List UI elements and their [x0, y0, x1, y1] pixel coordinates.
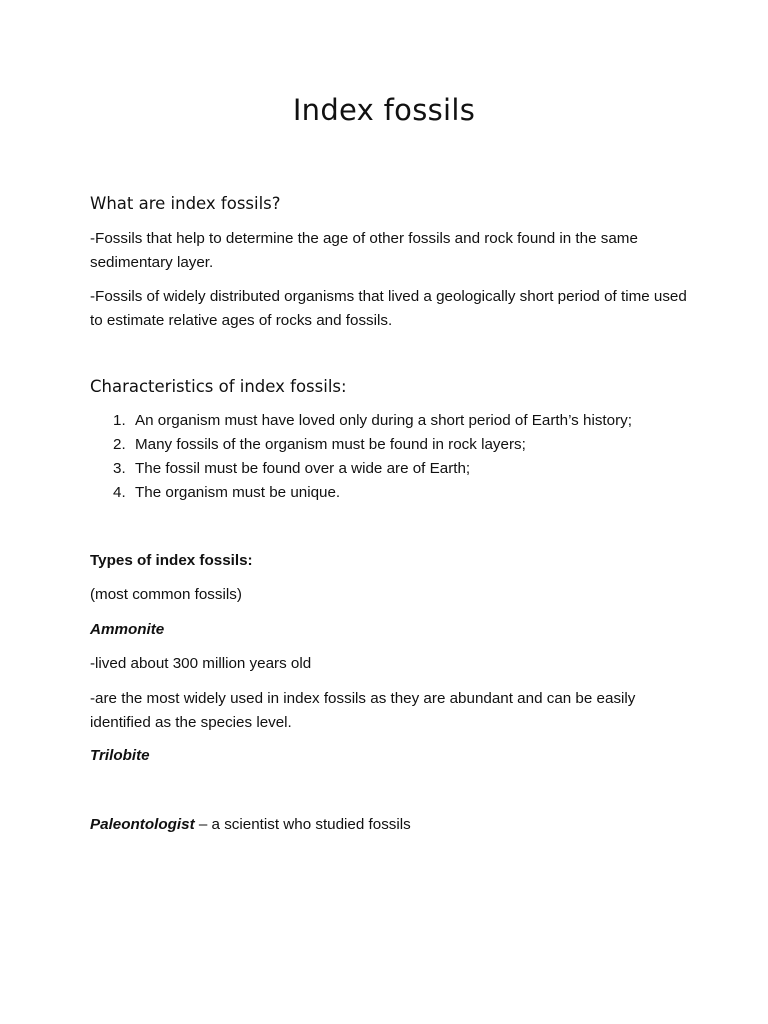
list-item: [90, 409, 632, 433]
fossil-name-trilobite: Trilobite: [90, 747, 150, 764]
list-item: [90, 457, 632, 481]
types-subtitle: (most common fossils): [90, 586, 242, 603]
list-item-number: 1.: [113, 412, 126, 429]
section-heading-types: Types of index fossils:: [90, 552, 253, 569]
list-item-number: 4.: [113, 484, 126, 501]
list-item-text: The fossil must be found over a wide are of Earth;: [135, 460, 471, 477]
list-item-text: Many fossils of the organism must be found in rock layers;: [135, 436, 526, 453]
list-item: [90, 433, 632, 457]
section-heading-characteristics: Characteristics of index fossils:: [90, 377, 347, 396]
ammonite-detail-2: -are the most widely used in index fossils as they are abundant and can be easily identified as the species level.: [90, 690, 636, 731]
section-heading-what-are: What are index fossils?: [90, 194, 281, 213]
definition-text: – a scientist who studied fossils: [194, 816, 411, 833]
paragraph-definition-1: -Fossils that help to determine the age of other fossils and rock found in the same sedimentary layer.: [90, 230, 638, 271]
characteristics-list: [90, 409, 632, 505]
list-item-number: 3.: [113, 460, 126, 477]
fossil-name-ammonite: Ammonite: [90, 621, 165, 638]
list-item-number: 2.: [113, 436, 126, 453]
document-title: Index fossils: [292, 93, 476, 127]
definition-line: [90, 813, 690, 837]
list-item: [90, 481, 632, 505]
list-item-text: An organism must have loved only during a short period of Earth’s history;: [135, 412, 632, 429]
list-item-text: The organism must be unique.: [135, 484, 341, 501]
definition-term: Paleontologist: [90, 816, 195, 833]
paragraph-definition-2: -Fossils of widely distributed organisms that lived a geologically short period of time used to estimate relative ages of rocks and fossils.: [90, 288, 687, 329]
ammonite-detail-1: -lived about 300 million years old: [90, 655, 312, 672]
